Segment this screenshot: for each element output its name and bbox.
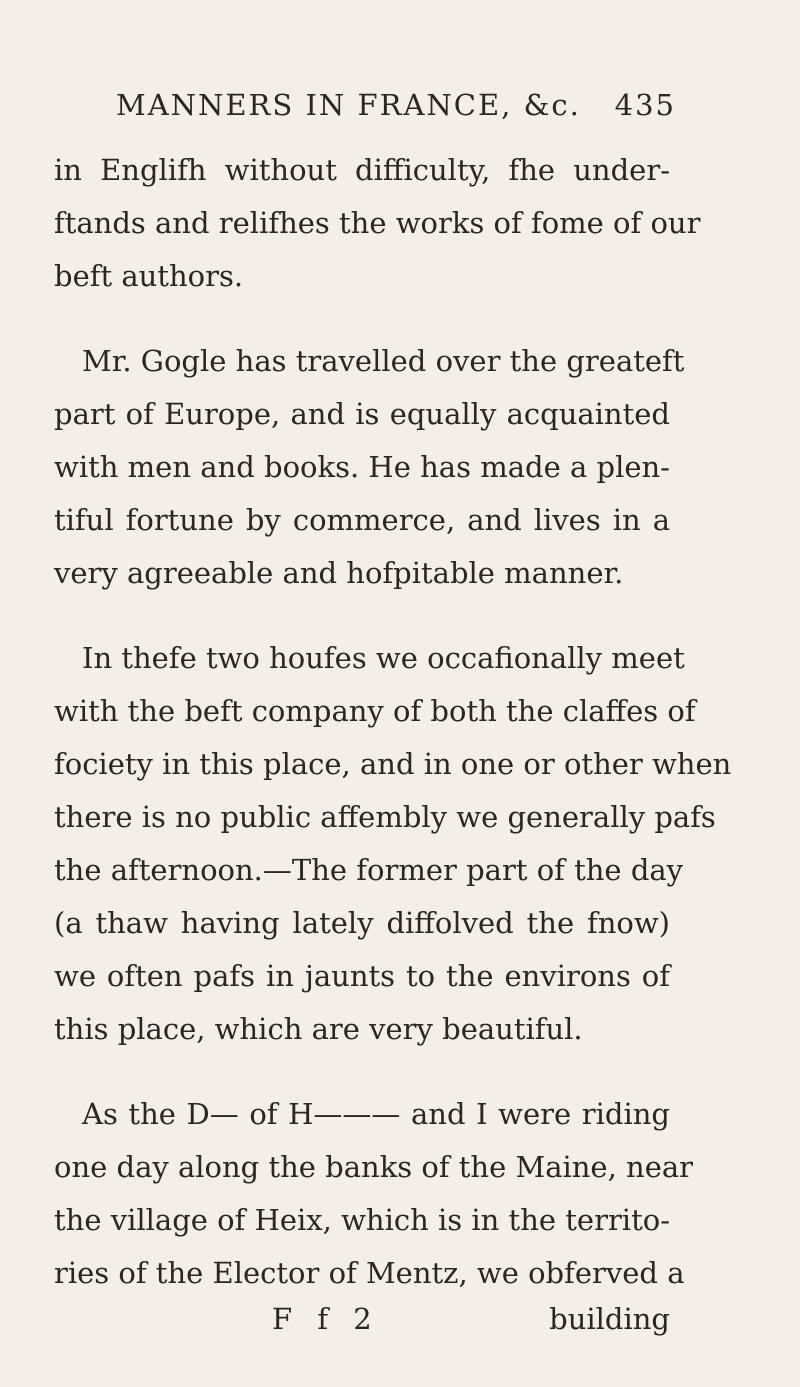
text-line: one day along the banks of the Maine, near <box>54 1150 694 1184</box>
text-line: beft authors. <box>54 259 244 293</box>
paragraph <box>54 1088 694 1300</box>
text-line: with men and books. He has made a plen- <box>54 450 670 484</box>
body-text <box>54 144 732 1332</box>
paragraph <box>54 144 701 303</box>
text-line: tiful fortune by commerce, and lives in a <box>54 503 670 537</box>
text-line: (a thaw having lately diffolved the fnow) <box>54 906 670 940</box>
page-number: 435 <box>614 88 676 122</box>
page-header <box>116 88 676 122</box>
text-line: in Englifh without difficulty, fhe under- <box>54 153 670 187</box>
text-line: the village of Heix, which is in the territo- <box>54 1203 670 1237</box>
text-line: In thefe two houfes we occafionally meet <box>82 641 685 675</box>
catchword: building <box>549 1302 670 1336</box>
paragraph <box>54 335 685 600</box>
text-line: fociety in this place, and in one or other when <box>54 747 732 781</box>
text-line: there is no public affembly we generally pafs <box>54 800 716 834</box>
page-footer <box>54 1293 670 1346</box>
text-line: part of Europe, and is equally acquainted <box>54 397 670 431</box>
text-line: the afternoon.—The former part of the day <box>54 853 684 887</box>
signature-mark: F f 2 <box>272 1302 380 1336</box>
text-line: ftands and relifhes the works of fome of our <box>54 206 701 240</box>
text-line: ries of the Elector of Mentz, we obferved a <box>54 1256 685 1290</box>
text-line: Mr. Gogle has travelled over the greateft <box>82 344 685 378</box>
text-line: we often pafs in jaunts to the environs of <box>54 959 670 993</box>
running-title: MANNERS IN FRANCE, &c. <box>116 88 581 122</box>
text-line: this place, which are very beautiful. <box>54 1012 583 1046</box>
paragraph <box>54 632 732 1056</box>
text-line: As the D— of H——— and I were riding <box>82 1097 670 1131</box>
text-line: with the beft company of both the claffes of <box>54 694 696 728</box>
text-line: very agreeable and hofpitable manner. <box>54 556 624 590</box>
